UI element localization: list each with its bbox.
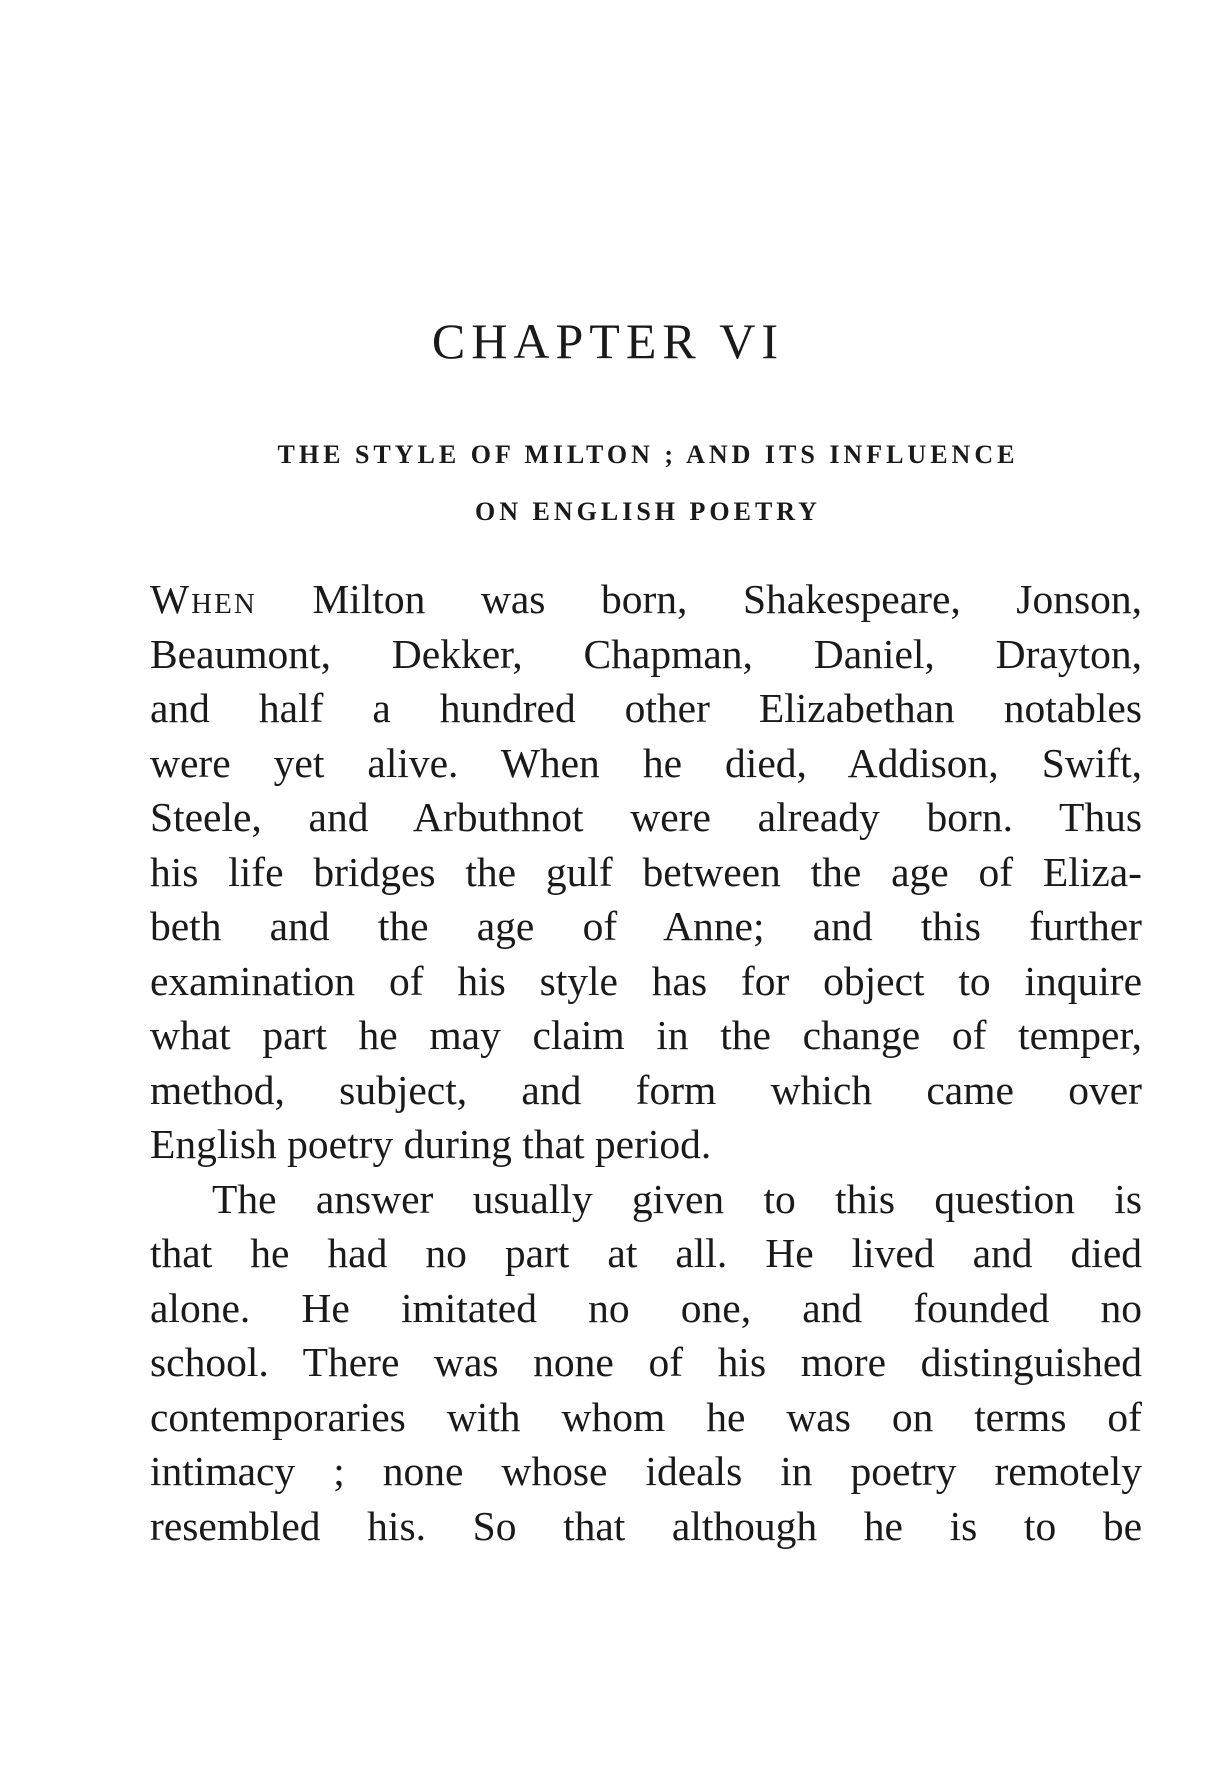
paragraph-1-line: what part he may claim in the change of temper, xyxy=(150,1012,1142,1058)
paragraph-1-line-1-text: Milton was born, Shakespeare, Jonson, xyxy=(256,576,1142,622)
paragraph-1-line: method, subject, and form which came over xyxy=(150,1066,1142,1113)
paragraph-2-line: school. There was none of his more distinguished xyxy=(150,1339,1142,1385)
paragraph-1-line: and half a hundred other Elizabethan notables xyxy=(150,685,1142,731)
paragraph-1-line: Steele, and Arbuthnot were already born. Thus xyxy=(150,794,1142,840)
paragraph-2-line: that he had no part at all. He lived and died xyxy=(150,1230,1142,1276)
paragraph-2-line: The answer usually given to this question is xyxy=(212,1175,1142,1222)
paragraph-1-line: Beaumont, Dekker, Chapman, Daniel, Drayton, xyxy=(150,630,1142,677)
paragraph-1-line: beth and the age of Anne; and this further xyxy=(150,903,1142,949)
chapter-body xyxy=(150,572,1142,1553)
paragraph-1-line: examination of his style has for object to inquire xyxy=(150,957,1142,1004)
paragraph-2-line: contemporaries with whom he was on terms of xyxy=(150,1393,1142,1440)
paragraph-1-line: English poetry during that period. xyxy=(150,1121,712,1167)
paragraph-1-line-1 xyxy=(150,572,1142,627)
paragraph-2-line: intimacy ; none whose ideals in poetry remotely xyxy=(150,1448,1142,1494)
chapter-title: CHAPTER VI xyxy=(431,313,785,369)
paragraph-1-line: were yet alive. When he died, Addison, Swift, xyxy=(150,739,1142,786)
chapter-subtitle-line-1: THE STYLE OF MILTON ; AND ITS INFLUENCE xyxy=(277,440,1019,469)
paragraph-2-line: resembled his. So that although he is to be xyxy=(150,1502,1142,1549)
paragraph-1-line: his life bridges the gulf between the age of Eliza- xyxy=(150,848,1142,895)
chapter-subtitle-line-2: ON ENGLISH POETRY xyxy=(475,497,821,526)
opening-word: When xyxy=(150,576,257,622)
paragraph-2-line: alone. He imitated no one, and founded no xyxy=(150,1284,1142,1331)
